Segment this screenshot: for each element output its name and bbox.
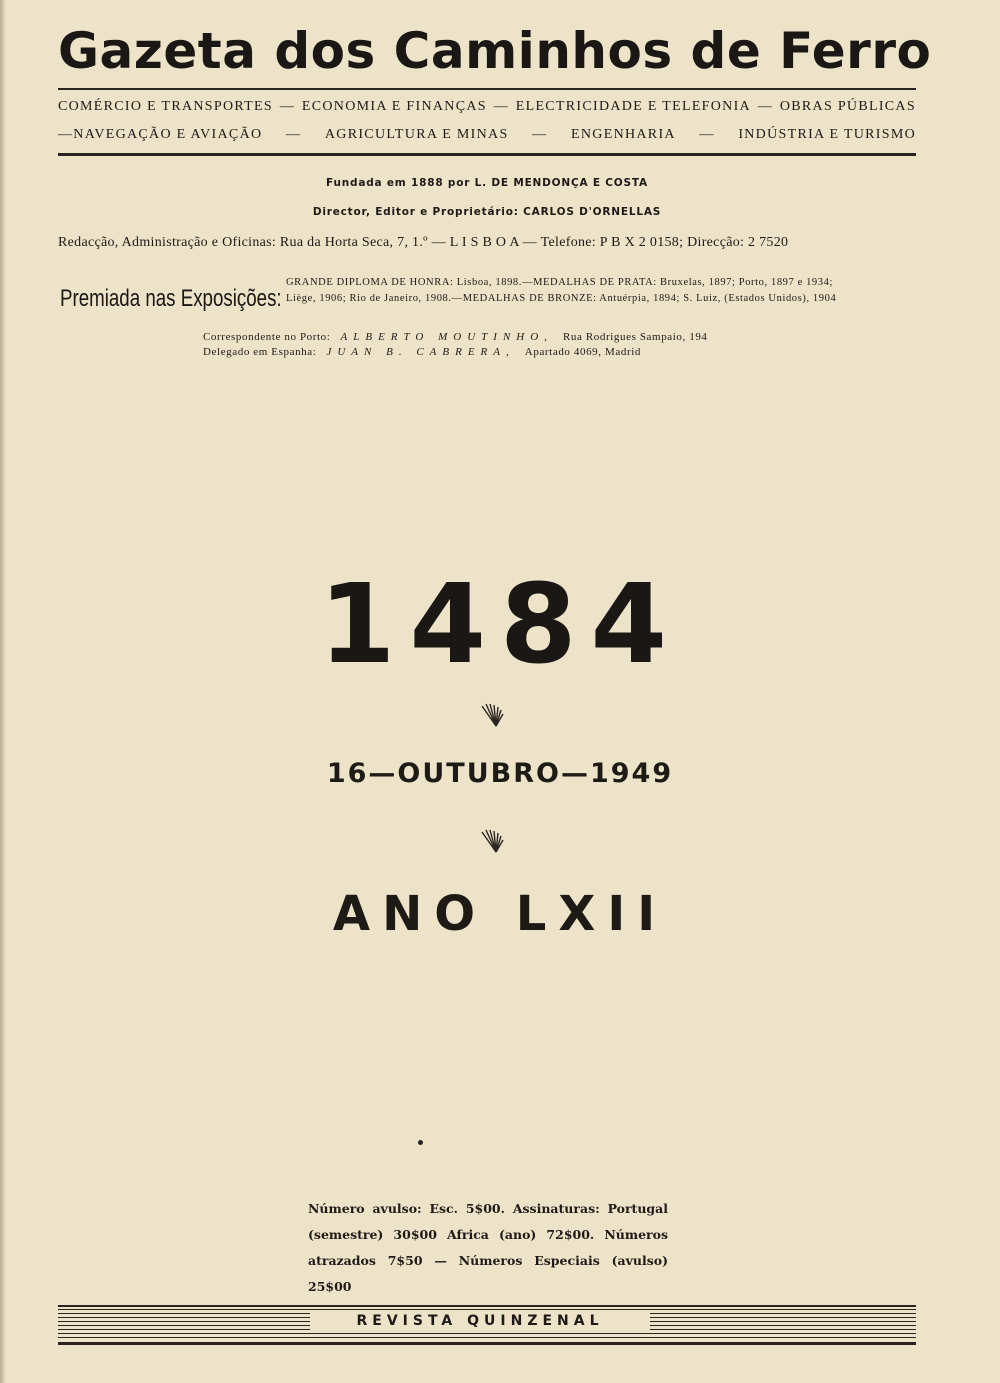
subject-item: ENGENHARIA xyxy=(571,127,676,142)
subject-dash: — xyxy=(699,127,715,142)
subject-item: COMÉRCIO E TRANSPORTES xyxy=(58,99,273,114)
issue-number: 1484 xyxy=(318,560,682,688)
issue-year: ANO LXII xyxy=(332,886,668,942)
subject-dash: — xyxy=(757,99,774,114)
subject-item: OBRAS PÚBLICAS xyxy=(779,99,916,114)
pricing-text: Número avulso: Esc. 5$00. Assinaturas: Portugal (semestre) 30$00 Africa (ano) 72$00. Números atrazados 7$50 — Números Especiais (avulso) 25$00 xyxy=(308,1201,668,1294)
sunburst-ornament-icon xyxy=(470,700,530,730)
header-rule-bottom xyxy=(58,153,916,156)
correspondent-name: ALBERTO MOUTINHO, xyxy=(340,331,553,343)
delegate-address: Apartado 4069, Madrid xyxy=(524,346,641,358)
subject-item: AGRICULTURA E MINAS xyxy=(324,127,509,142)
sunburst-ornament-icon xyxy=(470,826,530,856)
decorative-dot xyxy=(418,1140,423,1145)
director-line: Director, Editor e Proprietário: CARLOS D'ORNELLAS xyxy=(312,206,662,218)
subjects-line-2 xyxy=(58,127,916,143)
delegate-label: Delegado em Espanha: xyxy=(203,346,317,358)
subject-item: ELECTRICIDADE E TELEFONIA xyxy=(515,99,751,114)
issue-date: 16—OUTUBRO—1949 xyxy=(326,758,674,789)
awards-label: Premiada nas Exposições: xyxy=(60,285,282,312)
correspondent-address: Rua Rodrigues Sampaio, 194 xyxy=(563,331,708,343)
delegate-spain xyxy=(203,346,773,358)
subject-item: INDÚSTRIA E TURISMO xyxy=(738,127,916,142)
subject-item: —NAVEGAÇÃO E AVIAÇÃO xyxy=(58,127,263,142)
awards-line-1: GRANDE DIPLOMA DE HONRA: Lisboa, 1898.—MEDALHAS DE PRATA: Bruxelas, 1897; Porto, 1897 e 1934; xyxy=(286,277,833,288)
awards-line-2: Liège, 1906; Rio de Janeiro, 1908.—MEDALHAS DE BRONZE: Antuérpia, 1894; S. Luiz, (Estados Unidos), 1904 xyxy=(286,293,837,304)
correspondent-label: Correspondente no Porto: xyxy=(203,331,331,343)
delegate-name: JUAN B. CABRERA, xyxy=(326,346,515,358)
subject-dash: — xyxy=(279,99,296,114)
header-rule-top xyxy=(58,88,916,90)
subject-dash: — xyxy=(532,127,548,142)
subject-dash: — xyxy=(285,127,302,142)
page-edge xyxy=(0,0,6,1383)
footer-label: REVISTA QUINZENAL xyxy=(310,1313,650,1333)
subjects-line-1 xyxy=(58,99,916,115)
subject-item: ECONOMIA E FINANÇAS xyxy=(301,99,487,114)
subject-dash: — xyxy=(493,99,509,114)
address-line: Redacção, Administração e Oficinas: Rua da Horta Seca, 7, 1.º — L I S B O A — Telefone: P B X 2 0158; Direcção: 2 7520 xyxy=(58,235,789,250)
publication-title: Gazeta dos Caminhos de Ferro xyxy=(58,22,932,80)
founded-line: Fundada em 1888 por L. DE MENDONÇA E COSTA xyxy=(326,177,648,189)
correspondent-porto xyxy=(203,331,773,343)
